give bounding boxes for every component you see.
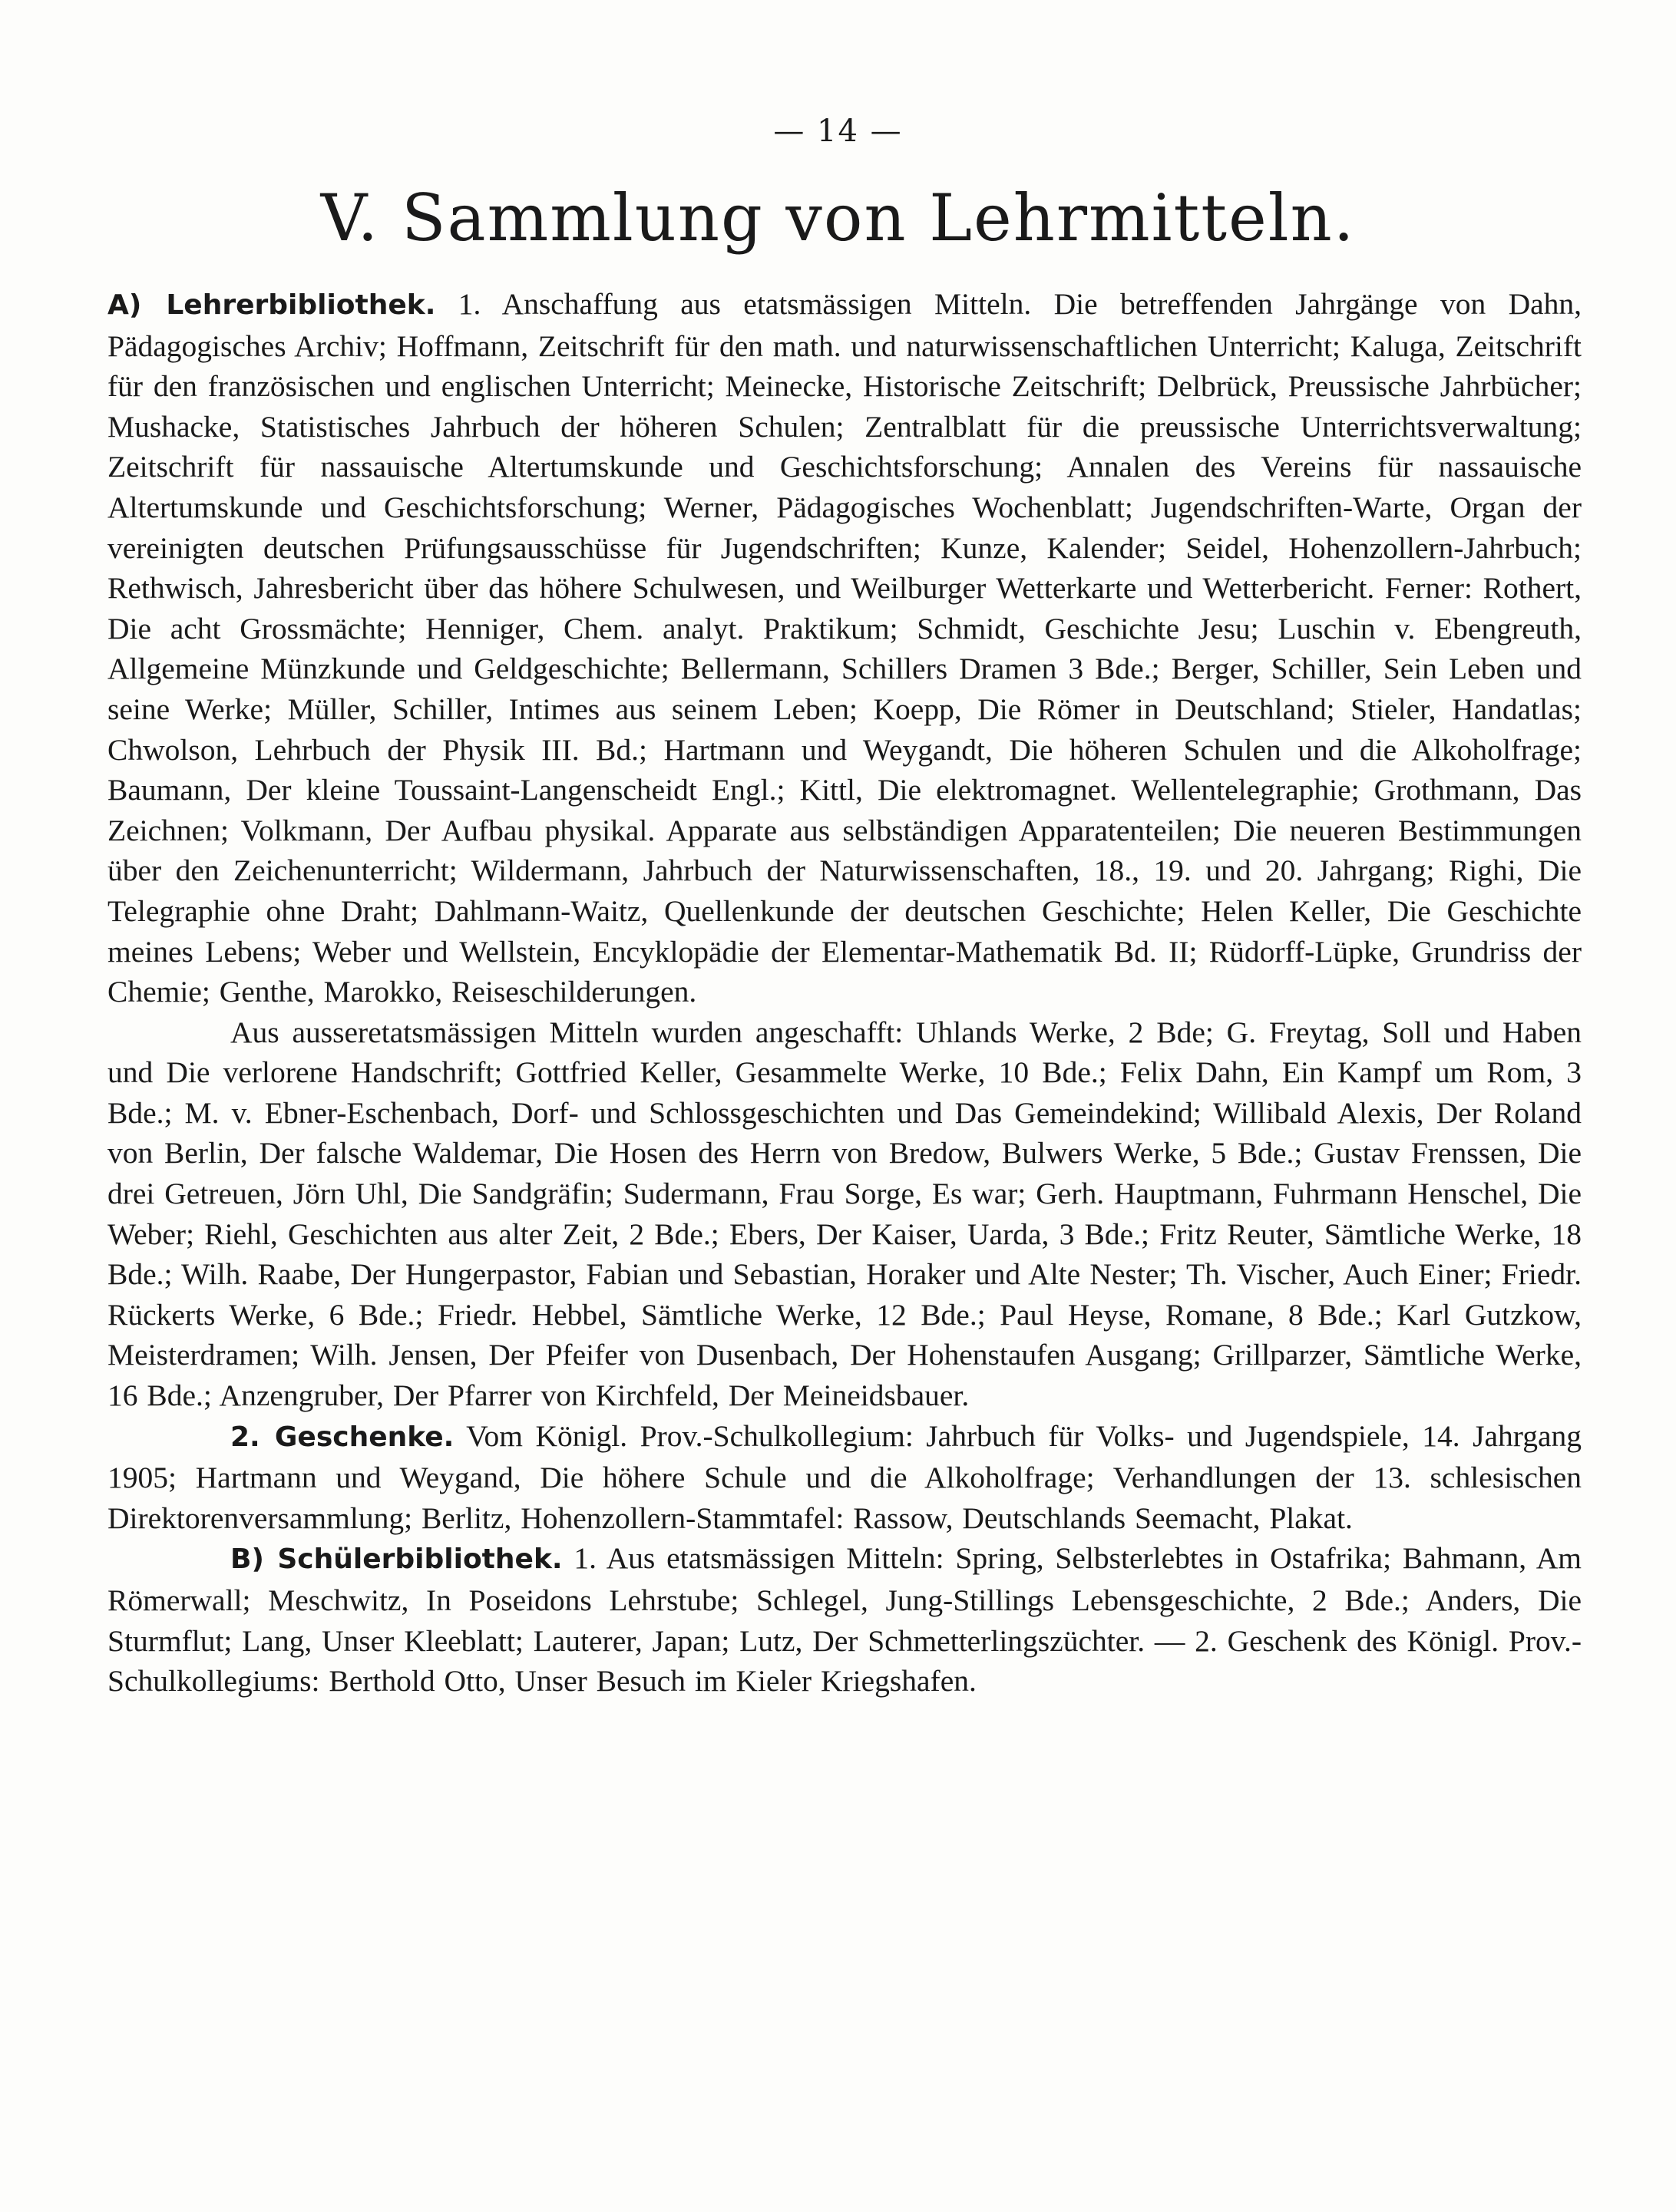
gifts-paragraph: [107, 1416, 1582, 1539]
gifts-label: 2. Geschenke.: [230, 1421, 455, 1453]
section-b-label: B) Schülerbibliothek.: [230, 1543, 563, 1576]
section-b-paragraph: [107, 1538, 1582, 1701]
section-b-text: 1. Aus etatsmässigen Mitteln: Spring, Selbsterlebtes in Ostafrika; Bahmann, Am Römerwall; Meschwitz, In Poseidons Lehrstube; Schlegel, Jung-Stillings Lebensgeschichte, 2 Bde.; Anders, Die Sturmflut; Lang, Unser Kleeblatt; Lauterer, Japan; Lutz, Der Schmetterlingszüchter. — 2. Geschenk des Königl. Prov.-Schulkollegiums: Berthold Otto, Unser Besuch im Kieler Kriegshafen.: [107, 1541, 1582, 1699]
body-text: [107, 284, 1582, 1702]
extra-acquisitions-paragraph: Aus ausseretatsmässigen Mitteln wurden angeschafft: Uhlands Werke, 2 Bde; G. Freytag, Soll und Haben und Die verlorene Handschrift; Gottfried Keller, Gesammelte Werke, 10 Bde.; Felix Dahn, Ein Kampf um Rom, 3 Bde.; M. v. Ebner-Eschenbach, Dorf- und Schlossgeschichten und Das Gemeindekind; Willibald Alexis, Der Roland von Berlin, Der falsche Waldemar, Die Hosen des Herrn von Bredow, Bulwers Werke, 5 Bde.; Gustav Frenssen, Die drei Getreuen, Jörn Uhl, Die Sandgräfin; Sudermann, Frau Sorge, Es war; Gerh. Hauptmann, Fuhrmann Henschel, Die Weber; Riehl, Geschichten aus alter Zeit, 2 Bde.; Ebers, Der Kaiser, Uarda, 3 Bde.; Fritz Reuter, Sämtliche Werke, 18 Bde.; Wilh. Raabe, Der Hungerpastor, Fabian und Sebastian, Horaker und Alte Nester; Th. Vischer, Auch Einer; Friedr. Rückerts Werke, 6 Bde.; Friedr. Hebbel, Sämtliche Werke, 12 Bde.; Paul Heyse, Romane, 8 Bde.; Karl Gutzkow, Meisterdramen; Wilh. Jensen, Der Pfeifer von Dusenbach, Der Hohenstaufen Ausgang; Grillparzer, Sämtliche Werke, 16 Bde.; Anzengruber, Der Pfarrer von Kirchfeld, Der Meineidsbauer.: [107, 1015, 1582, 1413]
page-number: — 14 —: [773, 114, 903, 149]
section-a-text: 1. Anschaffung aus etatsmässigen Mitteln. Die betreffenden Jahrgänge von Dahn, Pädagogisches Archiv; Hoffmann, Zeitschrift für den math. und naturwissenschaftlichen Unterricht; Kaluga, Zeitschrift für den französischen und englischen Unterricht; Meinecke, Historische Zeitschrift; Delbrück, Preussische Jahrbücher; Mushacke, Statistisches Jahrbuch der höheren Schulen; Zentralblatt für die preussische Unterrichtsverwaltung; Zeitschrift für nassauische Altertumskunde und Geschichtsforschung; Annalen des Vereins für nassauische Altertumskunde und Geschichtsforschung; Werner, Pädagogisches Wochenblatt; Jugendschriften-Warte, Organ der vereinigten deutschen Prüfungsausschüsse für Jugendschriften; Kunze, Kalender; Seidel, Hohenzollern-Jahrbuch; Rethwisch, Jahresbericht über das höhere Schulwesen, und Weilburger Wetterkarte und Wetterbericht. Ferner: Rothert, Die acht Grossmächte; Henniger, Chem. analyt. Praktikum; Schmidt, Geschichte Jesu; Luschin v. Ebengreuth, Allgemeine Münzkunde und Geldgeschichte; Bellermann, Schillers Dramen 3 Bde.; Berger, Schiller, Sein Leben und seine Werke; Müller, Schiller, Intimes aus seinem Leben; Koepp, Die Römer in Deutschland; Stieler, Handatlas; Chwolson, Lehrbuch der Physik III. Bd.; Hartmann und Weygandt, Die höheren Schulen und die Alkoholfrage; Baumann, Der kleine Toussaint-Langenscheidt Engl.; Kittl, Die elektromagnet. Wellentelegraphie; Grothmann, Das Zeichnen; Volkmann, Der Aufbau physikal. Apparate aus selbständigen Apparatenteilen; Die neueren Bestimmungen über den Zeichenunterricht; Wildermann, Jahrbuch der Naturwissenschaften, 18., 19. und 20. Jahrgang; Righi, Die Telegraphie ohne Draht; Dahlmann-Waitz, Quellenkunde der deutschen Geschichte; Helen Keller, Die Geschichte meines Lebens; Weber und Wellstein, Encyklopädie der Elementar-Mathematik Bd. II; Rüdorff-Lüpke, Grundriss der Chemie; Genthe, Marokko, Reiseschilderungen.: [107, 287, 1582, 1009]
section-a-label: A) Lehrerbibliothek.: [107, 289, 436, 321]
gifts-text: Vom Königl. Prov.-Schulkollegium: Jahrbuch für Volks- und Jugendspiele, 14. Jahrgang 1905; Hartmann und Weygand, Die höhere Schule und die Alkoholfrage; Verhandlungen der 13. schlesischen Direktorenversammlung; Berlitz, Hohenzollern-Stammtafel: Rassow, Deutschlands Seemacht, Plakat.: [107, 1418, 1582, 1535]
chapter-heading: V. Sammlung von Lehrmitteln.: [320, 180, 1356, 256]
section-a-paragraph: [107, 284, 1582, 1012]
